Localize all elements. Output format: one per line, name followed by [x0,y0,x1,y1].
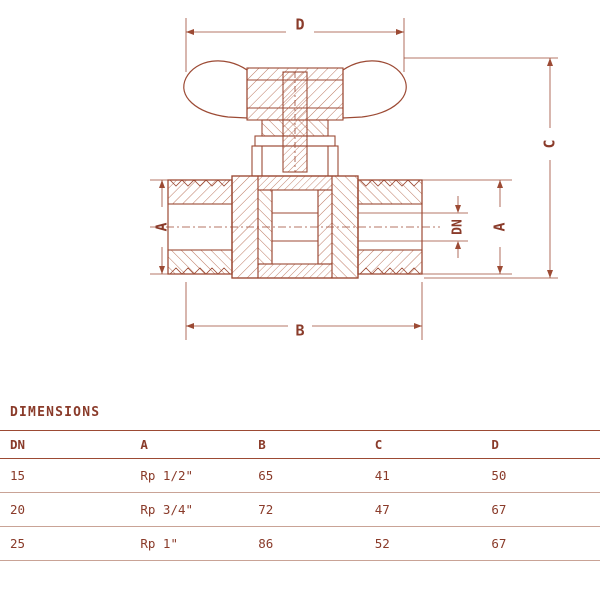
cell-c: 52 [367,527,484,561]
cell-dn: 20 [0,493,132,527]
column-header-c: C [367,431,484,459]
cell-b: 65 [250,459,367,493]
dimensions-table [0,430,600,561]
dimension-label-d: D [295,15,305,34]
column-header-d: D [483,431,600,459]
table-row [0,459,600,493]
dimensions-section [0,392,600,600]
dimension-label-a-left: A [152,222,171,232]
column-header-a: A [132,431,250,459]
cell-b: 72 [250,493,367,527]
column-header-b: B [250,431,367,459]
cell-d: 67 [483,527,600,561]
dimension-label-c: C [540,139,559,149]
table-row [0,493,600,527]
cell-c: 47 [367,493,484,527]
dimensions-title: DIMENSIONS [10,405,101,420]
cell-d: 50 [483,459,600,493]
cell-a: Rp 1/2" [132,459,250,493]
cell-b: 86 [250,527,367,561]
cell-d: 67 [483,493,600,527]
table-header-row [0,431,600,459]
column-header-dn: DN [0,431,132,459]
dimension-label-a-right: A [490,222,509,232]
cell-a: Rp 1" [132,527,250,561]
cell-dn: 15 [0,459,132,493]
cell-c: 41 [367,459,484,493]
cell-dn: 25 [0,527,132,561]
handle-right-wing [343,61,406,118]
dimension-label-b: B [295,321,305,340]
cell-a: Rp 3/4" [132,493,250,527]
dimension-label-dn: DN [450,219,466,235]
table-row [0,527,600,561]
handle-left-wing [184,61,247,118]
